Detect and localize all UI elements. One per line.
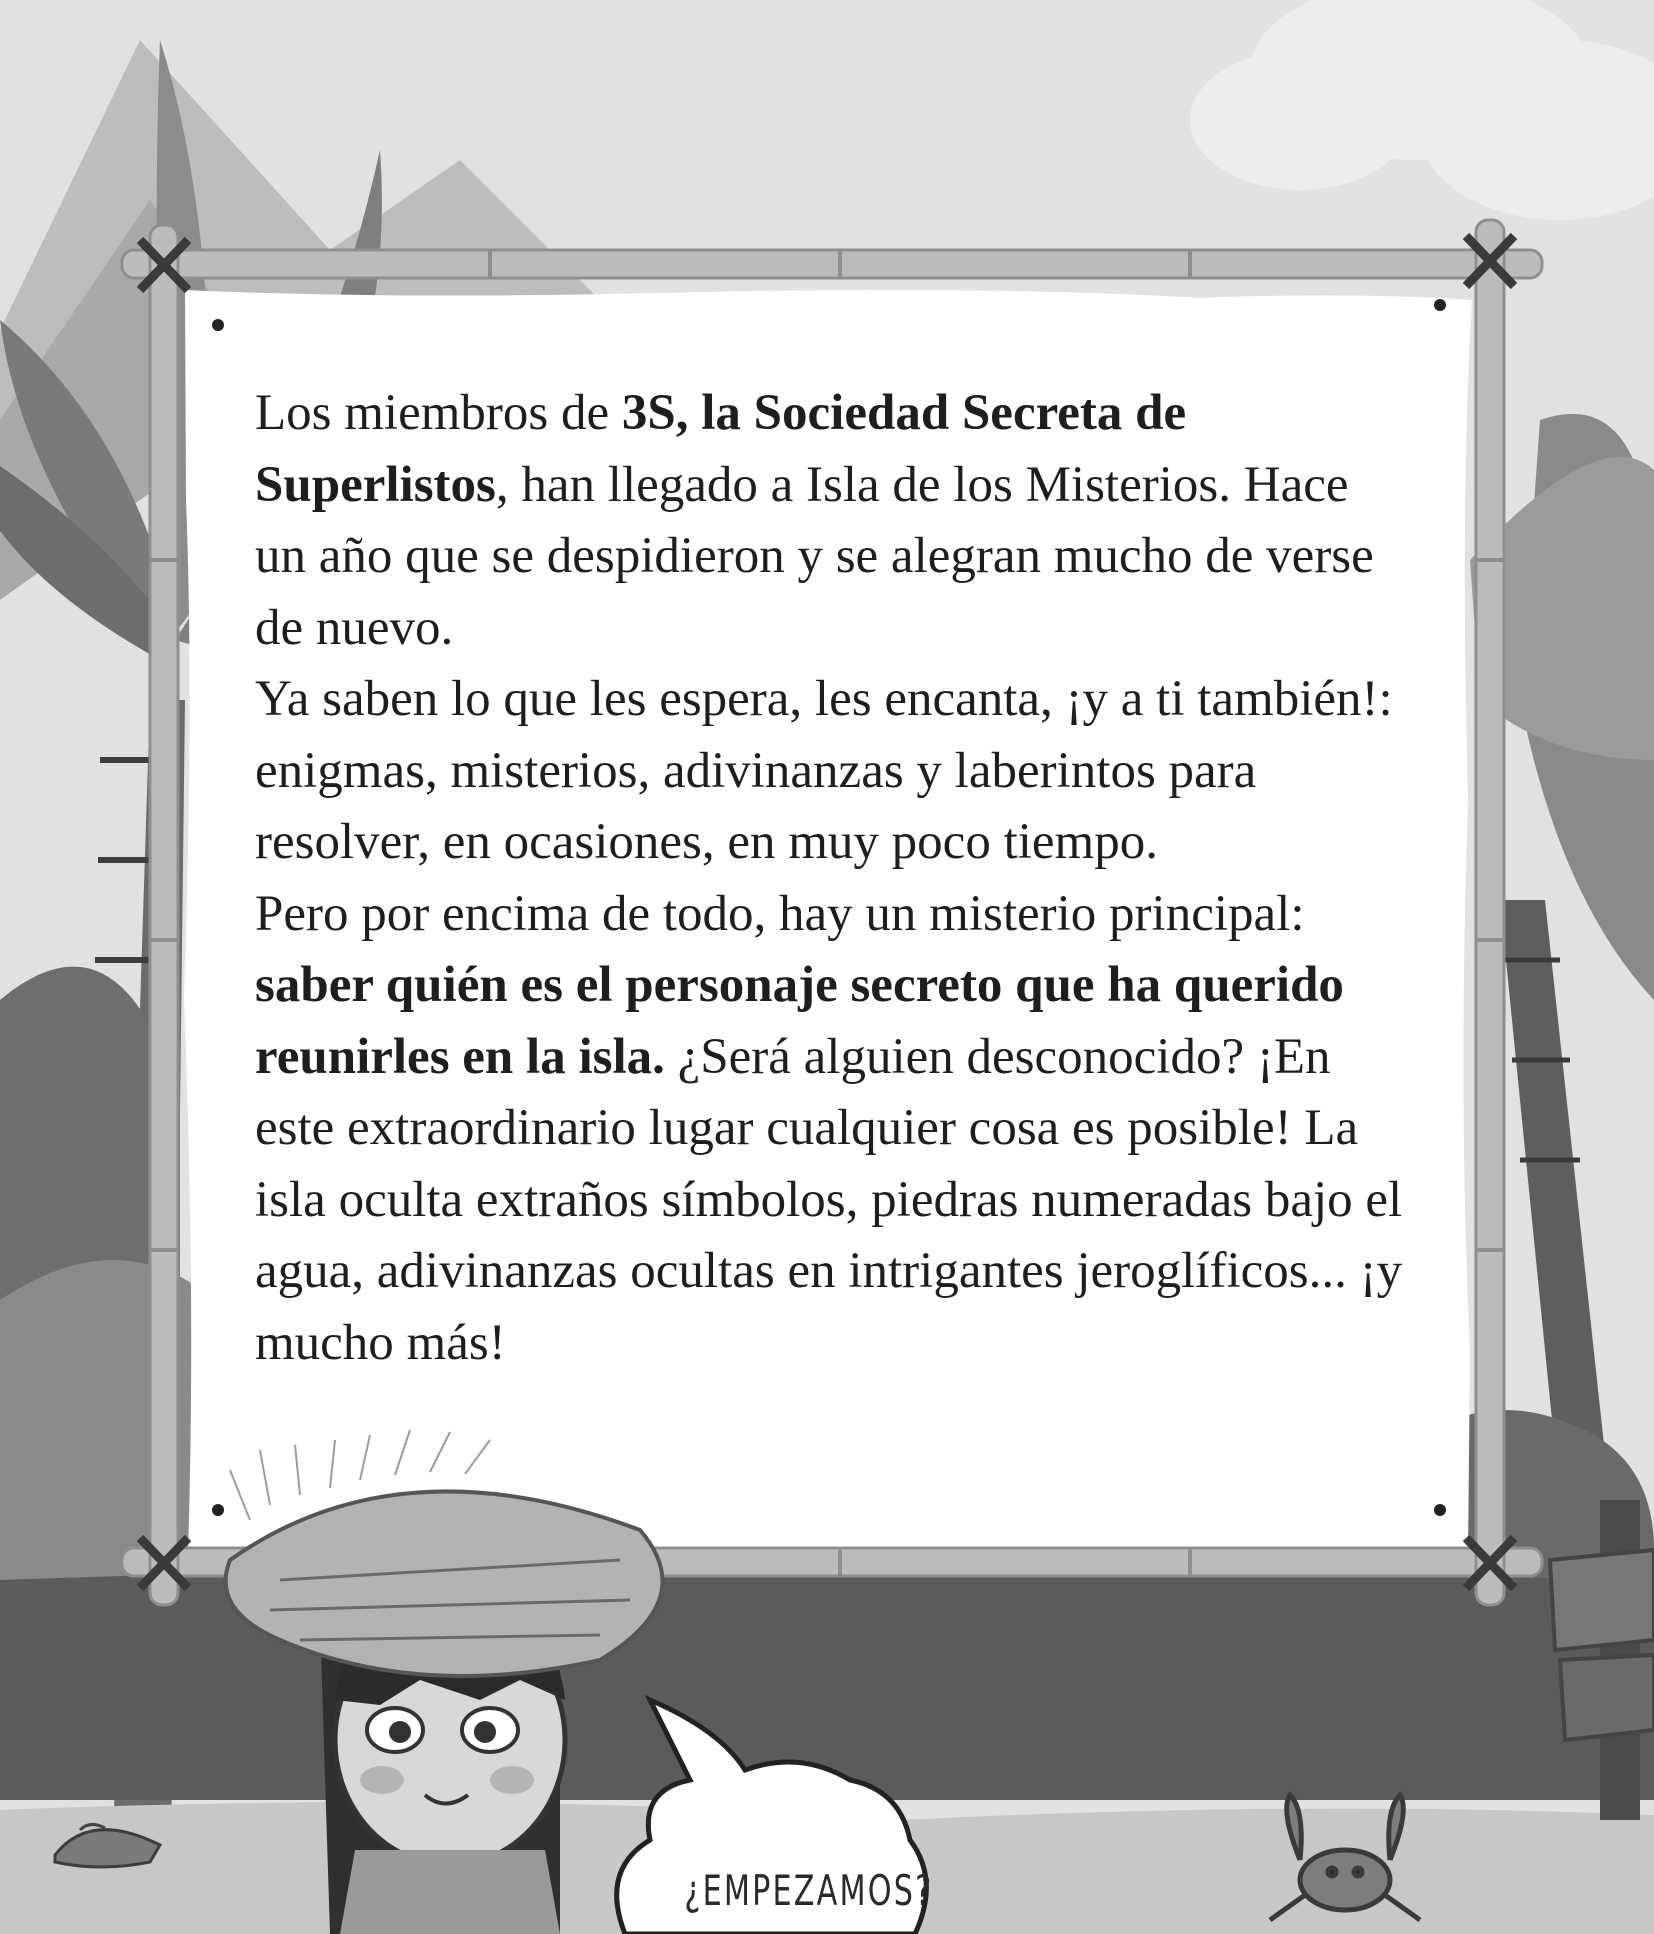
mystery-paragraph bbox=[255, 879, 1405, 1380]
story-text bbox=[255, 378, 1405, 1379]
intro-text-continued: , han llegado a Isla de los Misterios. Hace un año que se despidieron y se alegran mucho de verse de nuevo. bbox=[255, 456, 1374, 656]
expectations-text: Ya saben lo que les espera, les encanta, ¡y a ti también!: enigmas, misterios, adivinanzas y laberintos para resolver, en ocasiones, en muy poco tiempo. bbox=[255, 671, 1393, 870]
society-name: 3S, la Sociedad Secreta de Superlistos bbox=[255, 385, 1187, 513]
main-mystery: saber quién es el personaje secreto que ha querido reunirles en la isla. bbox=[255, 957, 1344, 1085]
expectations-paragraph bbox=[255, 664, 1405, 879]
intro-text: Los miembros de bbox=[255, 385, 622, 441]
mystery-text: Pero por encima de todo, hay un misterio principal: bbox=[255, 885, 1305, 942]
speech-bubble-text: ¿EMPEZAMOS? bbox=[684, 1866, 934, 1915]
intro-paragraph bbox=[255, 378, 1405, 664]
mystery-text-continued: ¿Será alguien desconocido? ¡En este extraordinario lugar cualquier cosa es posible! La isla oculta extraños símbolos, piedras numeradas bajo el agua, adivinanzas ocultas en intrigantes jeroglíficos... ¡y mucho más! bbox=[255, 1028, 1403, 1371]
